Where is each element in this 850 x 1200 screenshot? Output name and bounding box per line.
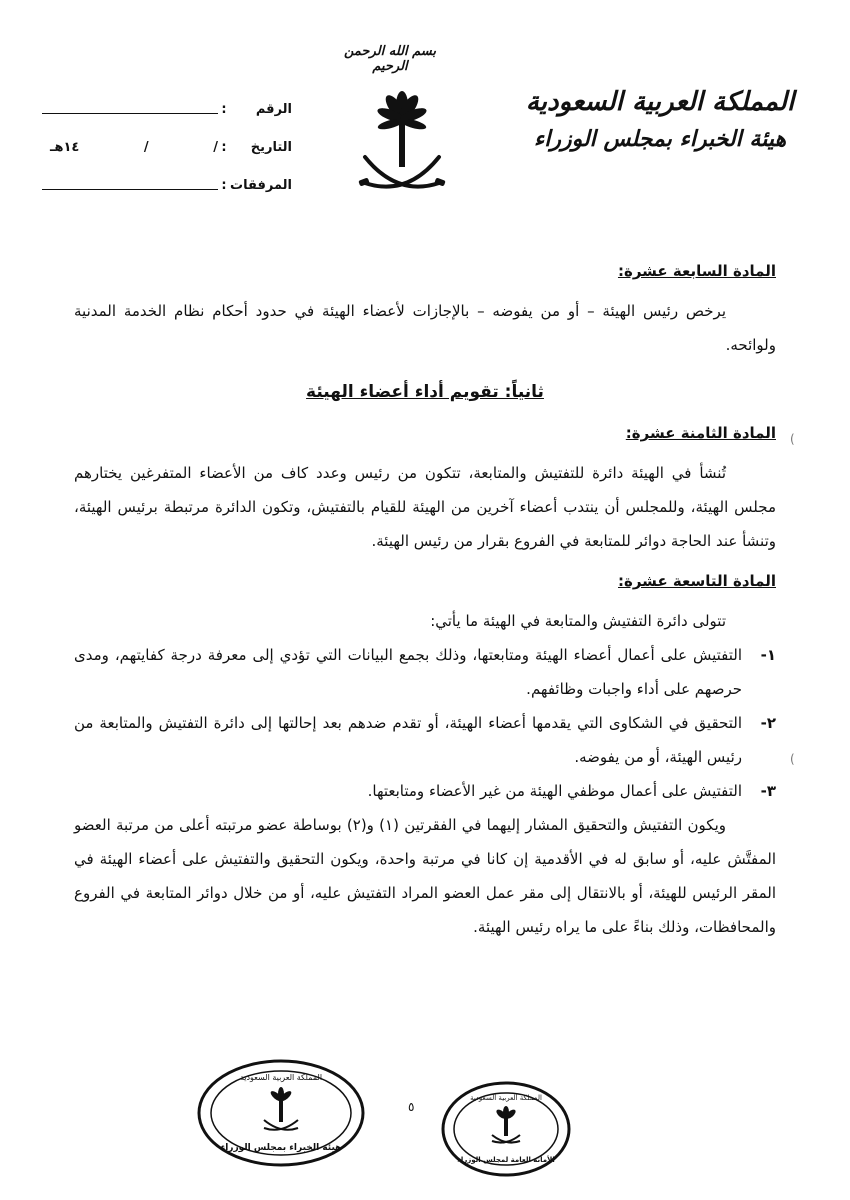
article-18-heading: المادة الثامنة عشرة: bbox=[625, 424, 776, 442]
article-19-intro: تتولى دائرة التفتيش والمتابعة في الهيئة ما يأتي: bbox=[430, 612, 726, 630]
page-mark: ٥ bbox=[408, 1100, 415, 1114]
section-2-heading: ثانياً: تقويم أداء أعضاء الهيئة bbox=[306, 382, 544, 402]
reference-line bbox=[42, 113, 218, 114]
article-17-heading: المادة السابعة عشرة: bbox=[617, 262, 776, 280]
item-number: ٣- bbox=[760, 782, 776, 800]
attachments-row bbox=[42, 166, 292, 204]
reference-label: الرقم bbox=[255, 101, 292, 117]
official-seal-stamp-right bbox=[440, 1080, 572, 1178]
letterhead-meta-block bbox=[42, 90, 292, 204]
item-number: ١- bbox=[760, 646, 776, 664]
date-sep-2: / bbox=[143, 139, 149, 155]
article-19-heading: المادة التاسعة عشرة: bbox=[618, 572, 776, 590]
article-18-text: تُنشأ في الهيئة دائرة للتفتيش والمتابعة، تتكون من رئيس وعدد كاف من الأعضاء المتفرغين يختارهم مجلس الهيئة، وللمجلس أن ينتدب أعضاء آخرين من الهيئة للقيام بالتفتيش، وتكون الدائرة مرتبطة برئيس الهيئة، وتنشأ عند الحاجة دوائر للمتابعة في الفروع بقرار من رئيس الهيئة. bbox=[74, 464, 776, 550]
reference-colon: : bbox=[221, 101, 227, 117]
seal-right-top-text: المملكة العربية السعودية bbox=[470, 1094, 542, 1102]
seal-left-top-text: المملكة العربية السعودية bbox=[239, 1073, 323, 1082]
date-sep-1: / bbox=[213, 139, 218, 155]
official-seal-stamp-left bbox=[196, 1058, 366, 1168]
date-colon: : bbox=[221, 139, 227, 155]
item-number: ٢- bbox=[760, 714, 776, 732]
letterhead-title-block bbox=[510, 82, 810, 156]
item-text: التفتيش على أعمال أعضاء الهيئة ومتابعتها، وذلك بجمع البيانات التي تؤدي إلى معرفة درجة كفايتهم، ومدى حرصهم على أداء واجبات وظائفهم. bbox=[74, 646, 742, 698]
article-19-item-3 bbox=[74, 774, 776, 808]
article-19-item-2 bbox=[74, 706, 776, 774]
attachments-colon: : bbox=[221, 177, 227, 193]
kingdom-name: المملكة العربية السعودية bbox=[525, 87, 795, 117]
seal-left-bottom-text: هيئة الخبراء بمجلس الوزراء bbox=[220, 1143, 342, 1153]
attachments-line bbox=[42, 189, 218, 190]
item-text: التحقيق في الشكاوى التي يقدمها أعضاء الهيئة، أو تقدم ضدهم بعد إحالتها إلى دائرة التفتيش والمتابعة من رئيس الهيئة، أو من يفوضه. bbox=[74, 714, 742, 766]
article-19-closing: ويكون التفتيش والتحقيق المشار إليهما في الفقرتين (١) و(٢) بوساطة عضو مرتبته أعلى من مرتبة العضو المفتَّش عليه، أو سابق له في الأقدمية إن كانا في مرتبة واحدة، ويكون التحقيق والتفتيش على أعضاء الهيئة في المقر الرئيس للهيئة، أو بالانتقال إلى مقر عمل العضو المراد التفتيش عليه، أو من خلال دوائر المتابعة في الفروع والمحافظات، وذلك بناءً على ما يراه رئيس الهيئة. bbox=[74, 816, 776, 936]
authority-name: هيئة الخبراء بمجلس الوزراء bbox=[533, 126, 787, 152]
attachments-label: المرفقات bbox=[230, 177, 292, 193]
margin-mark-2: ( bbox=[790, 752, 795, 766]
date-field bbox=[42, 140, 218, 155]
date-label: التاريخ bbox=[250, 139, 292, 155]
palm-swords-emblem-icon bbox=[357, 85, 447, 205]
date-year: ١٤هـ bbox=[50, 139, 80, 155]
article-19-item-1 bbox=[74, 638, 776, 706]
seal-right-bottom-text: الأمانة العامة لمجلس الوزراء bbox=[457, 1156, 555, 1164]
item-text: التفتيش على أعمال موظفي الهيئة من غير الأعضاء ومتابعتها. bbox=[367, 782, 742, 800]
margin-mark-1: ( bbox=[790, 432, 795, 446]
document-body bbox=[74, 256, 776, 944]
date-row bbox=[42, 128, 292, 166]
basmala-calligraphy: بسم الله الرحمن الرحيم bbox=[344, 44, 436, 74]
reference-row bbox=[42, 90, 292, 128]
article-17-text: يرخص رئيس الهيئة – أو من يفوضه – بالإجازات لأعضاء الهيئة في حدود أحكام نظام الخدمة المدنية ولوائحه. bbox=[74, 302, 776, 354]
